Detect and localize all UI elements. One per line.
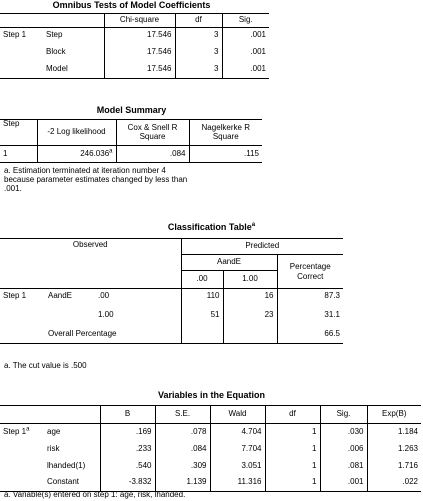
- cell-wald: 3.051: [210, 458, 265, 475]
- var-name: Constant: [44, 475, 100, 492]
- variables-table: [0, 405, 421, 492]
- variables-title: Variables in the Equation: [157, 390, 266, 400]
- cell-sig: .001: [250, 46, 266, 56]
- step-label: Step 1$^a$: [3, 426, 30, 436]
- step-label: Step 1: [0, 289, 45, 305]
- cell-df: 3: [175, 61, 222, 79]
- classification-title: Classification Table$^a$: [167, 222, 256, 232]
- var-header-expb: Exp(B): [367, 406, 421, 424]
- omnibus-header-sig: Sig.: [222, 14, 269, 28]
- model-summary-table: [0, 119, 262, 163]
- table-row: [0, 458, 421, 475]
- cell-pct: 87.3: [277, 289, 343, 305]
- table-row: [0, 424, 421, 441]
- overall-label: Overall Percentage: [45, 326, 181, 344]
- cell-cox: .084: [116, 146, 189, 163]
- ms-header-nagel: Nagelkerke R Square: [189, 120, 262, 146]
- classification-table: [0, 238, 343, 344]
- cell-nagel: .115: [189, 146, 262, 163]
- omnibus-table: [0, 13, 269, 79]
- model-summary-title: Model Summary: [96, 105, 167, 115]
- var-header-b: B: [100, 406, 155, 424]
- cell-df: 1: [265, 458, 320, 475]
- cell-df: 1: [265, 475, 320, 492]
- ms-header-cox: Cox & Snell R Square: [116, 120, 189, 146]
- cell-sig: .030: [320, 424, 367, 441]
- cell-chi: 17.546: [104, 28, 175, 44]
- var-header-df: df: [265, 406, 320, 424]
- cell-expb: 1.716: [397, 460, 418, 470]
- classification-note: a. The cut value is .500: [4, 361, 87, 370]
- predicted-header: Predicted: [181, 239, 343, 255]
- row-label: Step: [43, 28, 104, 44]
- cell-wald: 4.704: [210, 424, 265, 441]
- var-name: risk: [44, 441, 100, 458]
- var-header-sig: Sig.: [320, 406, 367, 424]
- cell-se: 1.139: [155, 475, 210, 492]
- percentage-correct-header: Percentage Correct: [289, 262, 331, 281]
- note-line: a. Estimation terminated at iteration number 4: [4, 166, 166, 175]
- table-row: [0, 441, 421, 458]
- cell-sig: .001: [320, 475, 367, 492]
- cell-se: .078: [155, 424, 210, 441]
- model-summary-note: [4, 166, 187, 194]
- table-row: [0, 305, 343, 326]
- ll-value: 246.036: [80, 148, 110, 158]
- table-row: [0, 475, 421, 492]
- cell-step: 1: [0, 146, 37, 163]
- footnote-marker: a: [109, 147, 113, 154]
- var-label: AandE: [45, 289, 95, 305]
- cell-b: -3.832: [100, 475, 155, 492]
- cell-chi: 17.546: [104, 44, 175, 61]
- cell-00: 51: [181, 305, 223, 326]
- footnote-marker: a: [251, 222, 256, 228]
- cell-expb: .022: [367, 475, 421, 492]
- row-label: Block: [43, 44, 104, 61]
- cell-sig: .001: [250, 30, 266, 40]
- col-header-100: 1.00: [223, 271, 277, 289]
- cell-overall-pct: 66.5: [277, 326, 343, 344]
- cell-wald: 11.316: [210, 475, 265, 492]
- level-label: 1.00: [95, 305, 181, 326]
- cell-ll: [37, 146, 116, 163]
- cell-pct: 31.1: [324, 309, 340, 319]
- col-header-00: .00: [181, 271, 223, 289]
- aande-group-header: AandE: [181, 255, 277, 271]
- cell-b: .540: [100, 458, 155, 475]
- table-row: [0, 61, 269, 79]
- table-row: [0, 289, 343, 305]
- cell-sig: .081: [320, 458, 367, 475]
- table-row: [0, 28, 269, 44]
- level-label: .00: [95, 289, 181, 305]
- var-name: age: [44, 424, 100, 441]
- cell-se: .084: [155, 441, 210, 458]
- observed-header: Observed: [0, 239, 181, 289]
- step-label: Step 1: [3, 30, 27, 40]
- var-header-se: S.E.: [155, 406, 210, 424]
- variables-note: a. Variable(s) entered on step 1: age, risk, lhanded.: [4, 490, 186, 499]
- footnote-marker: a: [26, 426, 30, 433]
- cell-sig: .001: [222, 61, 269, 79]
- cell-df: 3: [175, 28, 222, 44]
- table-row: [0, 326, 343, 344]
- cell-sig: .006: [320, 441, 367, 458]
- cell-df: 1: [265, 441, 320, 458]
- cell-b: .169: [100, 424, 155, 441]
- ms-header-ll: -2 Log likelihood: [37, 120, 116, 146]
- cell-expb: 1.263: [397, 443, 418, 453]
- cell-00: 110: [181, 289, 223, 305]
- ms-header-step: Step: [0, 120, 37, 146]
- var-name: lhanded(1): [44, 458, 100, 475]
- cell-df: 3: [175, 44, 222, 61]
- omnibus-header-df: df: [175, 14, 222, 28]
- table-row: [0, 146, 262, 163]
- omnibus-header-chi: Chi-square: [104, 14, 175, 28]
- table-row: [0, 44, 269, 61]
- cell-df: 1: [265, 424, 320, 441]
- cell-100: 23: [223, 305, 277, 326]
- note-line: .001.: [4, 184, 22, 194]
- row-label: Model: [43, 61, 104, 79]
- cell-wald: 7.704: [210, 441, 265, 458]
- note-line: because parameter estimates changed by less than: [4, 175, 188, 185]
- omnibus-title: Omnibus Tests of Model Coefficients: [52, 0, 211, 10]
- cell-100: 16: [223, 289, 277, 305]
- cell-se: .309: [155, 458, 210, 475]
- cell-chi: 17.546: [104, 61, 175, 79]
- cell-b: .233: [100, 441, 155, 458]
- var-header-wald: Wald: [210, 406, 265, 424]
- cell-expb: 1.184: [397, 426, 418, 436]
